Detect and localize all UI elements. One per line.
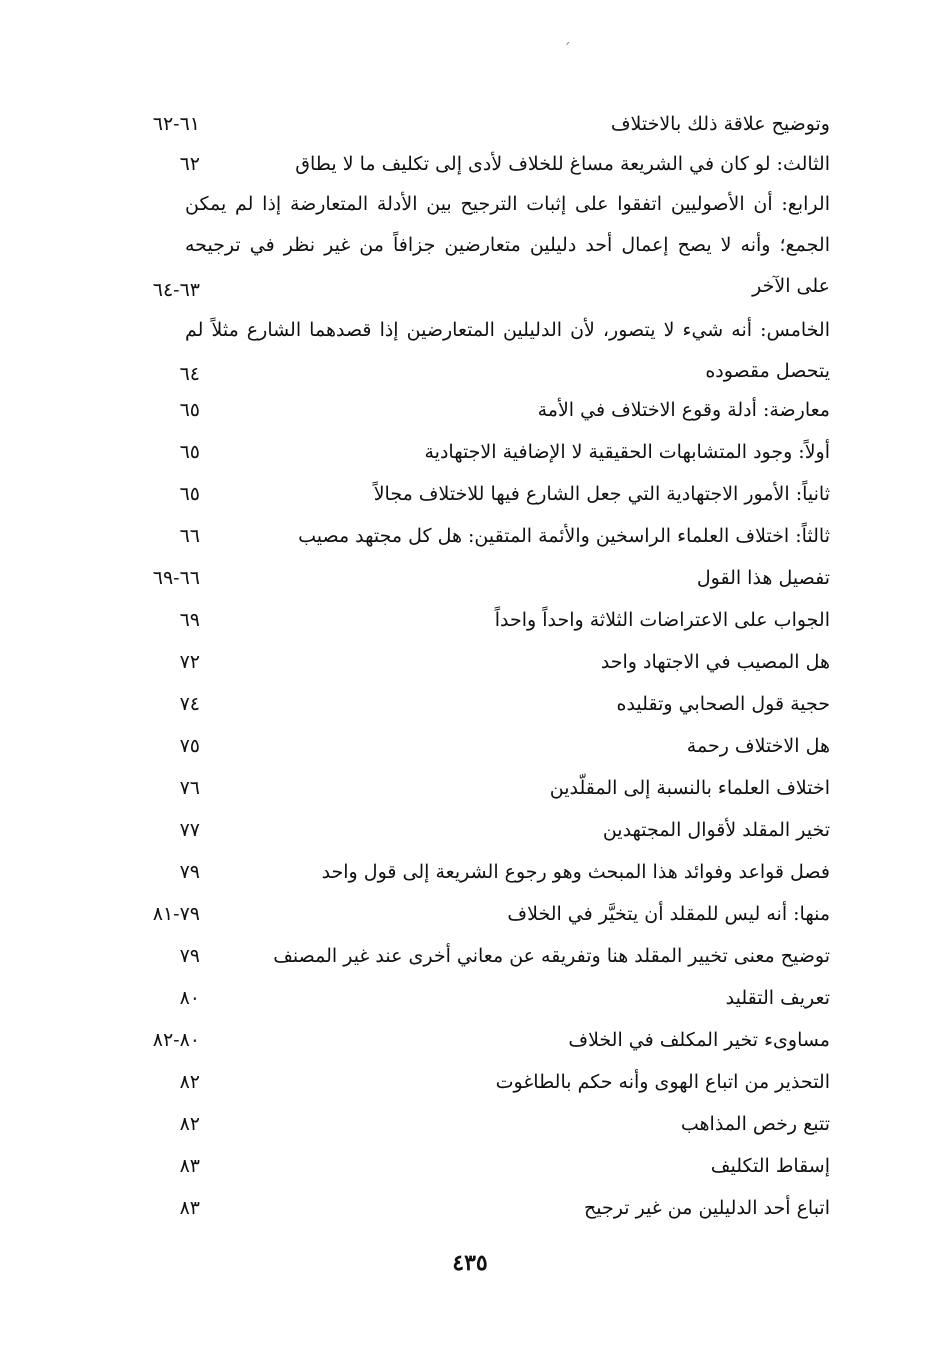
entry-pages: ٦٣-٦٤ — [152, 279, 200, 301]
entry-title: إسقاط التكليف — [710, 1155, 830, 1177]
entry-pages: ٨٠ — [179, 987, 200, 1009]
toc-entry — [110, 1146, 830, 1186]
entry-pages: ٧٤ — [179, 693, 200, 715]
toc-entry — [110, 936, 830, 976]
entry-pages: ٧٢ — [179, 651, 200, 673]
toc-entry — [110, 852, 830, 892]
toc-entry — [110, 558, 830, 598]
toc-entry — [110, 642, 830, 682]
entry-title: مساوىء تخير المكلف في الخلاف — [568, 1029, 830, 1051]
entry-title: معارضة: أدلة وقوع الاختلاف في الأمة — [537, 399, 830, 421]
entry-title: اتباع أحد الدليلين من غير ترجيح — [584, 1197, 830, 1219]
entry-pages: ٨٢ — [179, 1071, 200, 1093]
entry-title: هل المصيب في الاجتهاد واحد — [600, 651, 830, 673]
toc-entry — [110, 1188, 830, 1228]
entry-pages: ٧٩ — [179, 945, 200, 967]
entry-pages: ٧٥ — [179, 735, 200, 757]
entry-pages: ٧٧ — [179, 819, 200, 841]
toc-entry — [110, 1020, 830, 1060]
entry-title: أولاً: وجود المتشابهات الحقيقية لا الإضافية الاجتهادية — [424, 441, 830, 463]
toc-entry — [110, 810, 830, 850]
entry-title: حجية قول الصحابي وتقليده — [616, 693, 830, 715]
entry-title: اختلاف العلماء بالنسبة إلى المقلّدين — [549, 777, 830, 799]
entry-title: تفصيل هذا القول — [696, 567, 830, 589]
toc-entry — [110, 684, 830, 724]
toc-entry — [110, 390, 830, 430]
toc-entry — [110, 726, 830, 766]
toc-entry — [110, 104, 830, 144]
entry-title: الرابع: أن الأصوليين اتفقوا على إثبات الترجيح بين الأدلة المتعارضة إذا لم يمكن الجمع؛ وأنه لا يصح إعمال أحد دليلين متعارضين جزافاً من غير نظر في ترجيحه على الآخر — [185, 193, 830, 297]
toc-entry — [110, 310, 830, 394]
entry-pages: ٦٥ — [179, 441, 200, 463]
entry-title: الثالث: لو كان في الشريعة مساغ للخلاف لأدى إلى تكليف ما لا يطاق — [295, 153, 830, 175]
table-of-contents — [110, 100, 830, 1230]
toc-entry — [110, 144, 830, 184]
page-number: ٤٣٥ — [452, 1250, 488, 1276]
entry-pages: ٧٦ — [179, 777, 200, 799]
entry-title: تعريف التقليد — [725, 987, 830, 1009]
entry-title: التحذير من اتباع الهوى وأنه حكم بالطاغوت — [495, 1071, 830, 1093]
toc-entry — [110, 474, 830, 514]
toc-entry — [110, 1062, 830, 1102]
entry-title: فصل قواعد وفوائد هذا المبحث وهو رجوع الشريعة إلى قول واحد — [321, 861, 830, 883]
entry-title: الجواب على الاعتراضات الثلاثة واحداً واحداً — [494, 609, 830, 631]
toc-entry — [110, 600, 830, 640]
toc-entry — [110, 1104, 830, 1144]
entry-pages: ٨٠-٨٢ — [152, 1029, 200, 1051]
entry-pages: ٦٩ — [179, 609, 200, 631]
toc-entry — [110, 978, 830, 1018]
entry-title: الخامس: أنه شيء لا يتصور، لأن الدليلين المتعارضين إذا قصدهما الشارع مثلاً لم يتحصل مقصوده — [185, 319, 830, 382]
entry-pages: ٦١-٦٢ — [152, 113, 200, 135]
entry-title: تخير المقلد لأقوال المجتهدين — [602, 819, 830, 841]
entry-pages: ٧٩-٨١ — [152, 903, 200, 925]
toc-entry — [110, 768, 830, 808]
entry-title: هل الاختلاف رحمة — [686, 735, 830, 757]
entry-pages: ٦٥ — [179, 483, 200, 505]
toc-entry — [110, 184, 830, 310]
entry-pages: ٦٦-٦٩ — [152, 567, 200, 589]
entry-pages: ٨٣ — [179, 1197, 200, 1219]
entry-pages: ٦٦ — [179, 525, 200, 547]
entry-pages: ٦٥ — [179, 399, 200, 421]
entry-title: منها: أنه ليس للمقلد أن يتخيَّر في الخلاف — [507, 903, 830, 925]
entry-pages: ٦٢ — [179, 153, 200, 175]
entry-title: وتوضيح علاقة ذلك بالاختلاف — [610, 113, 830, 135]
toc-entry — [110, 894, 830, 934]
entry-title: توضيح معنى تخيير المقلد هنا وتفريقه عن معاني أخرى عند غير المصنف — [273, 945, 830, 967]
toc-entry — [110, 516, 830, 556]
entry-pages: ٨٢ — [179, 1113, 200, 1135]
entry-title: ثانياً: الأمور الاجتهادية التي جعل الشارع فيها للاختلاف مجالاً — [373, 483, 830, 505]
top-mark: ˊ — [563, 40, 571, 59]
toc-entry — [110, 432, 830, 472]
entry-pages: ٧٩ — [179, 861, 200, 883]
entry-pages: ٦٤ — [179, 363, 200, 385]
entry-title: تتبع رخص المذاهب — [680, 1113, 830, 1135]
entry-title: ثالثاً: اختلاف العلماء الراسخين والأئمة المتقين: هل كل مجتهد مصيب — [298, 525, 830, 547]
entry-pages: ٨٣ — [179, 1155, 200, 1177]
